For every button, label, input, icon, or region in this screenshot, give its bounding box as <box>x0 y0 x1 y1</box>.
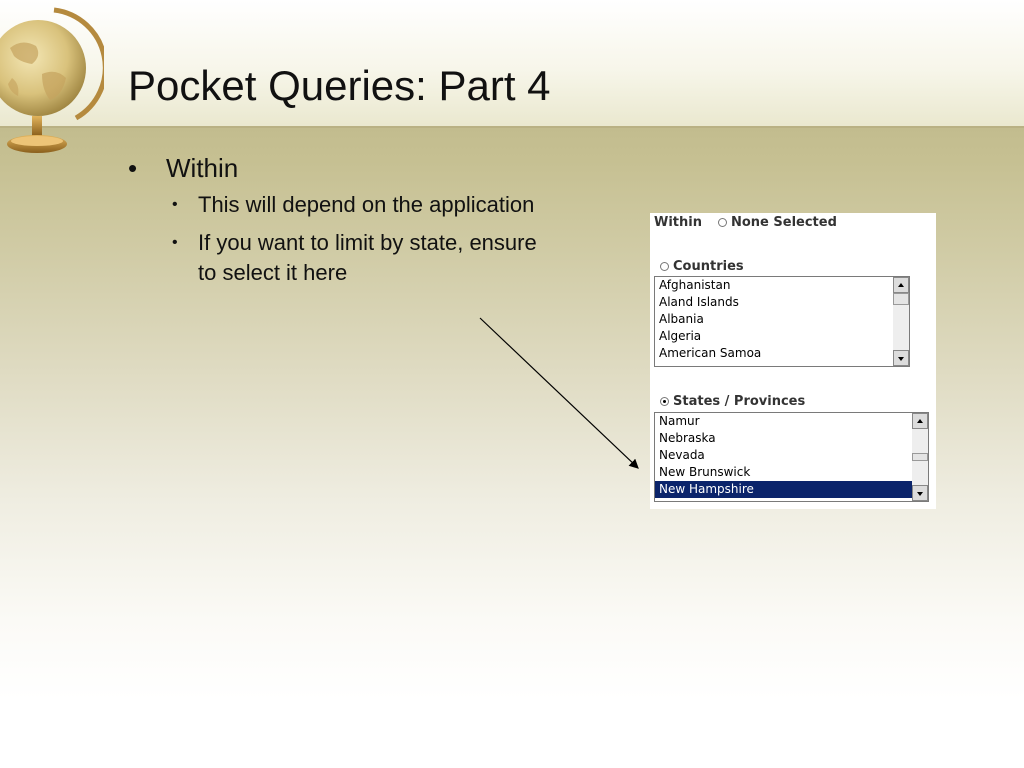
states-scrollbar[interactable] <box>912 413 928 501</box>
bullet-icon: • <box>172 234 178 251</box>
bullet-within <box>128 152 548 184</box>
list-item[interactable]: Nebraska <box>659 431 716 445</box>
countries-scrollbar[interactable] <box>893 277 909 366</box>
scroll-up-icon[interactable] <box>912 413 928 429</box>
scroll-up-icon[interactable] <box>893 277 909 293</box>
sub-bullet <box>172 190 548 220</box>
scroll-down-icon[interactable] <box>912 485 928 501</box>
none-selected-label: None Selected <box>730 215 837 230</box>
within-row <box>654 215 837 230</box>
scroll-thumb[interactable] <box>893 293 909 305</box>
scroll-down-icon[interactable] <box>893 350 909 366</box>
sub-bullet-list <box>128 190 548 288</box>
countries-listbox[interactable] <box>654 276 910 367</box>
states-label: States / Provinces <box>673 394 806 409</box>
bullet-text: Within <box>166 153 239 183</box>
list-item[interactable]: Afghanistan <box>659 278 731 292</box>
sub-bullet-text: This will depend on the application <box>198 192 535 217</box>
list-item-selected[interactable]: New Hampshire <box>655 481 928 498</box>
sub-bullet <box>172 228 548 288</box>
list-item[interactable]: American Samoa <box>659 346 762 360</box>
sub-bullet-text: If you want to limit by state, ensure to select it here <box>198 230 537 285</box>
within-label: Within <box>654 215 702 230</box>
list-item[interactable]: Algeria <box>659 329 702 343</box>
radio-none-selected[interactable] <box>718 218 727 227</box>
list-item[interactable]: Nevada <box>659 448 705 462</box>
scroll-thumb[interactable] <box>912 453 928 461</box>
radio-countries[interactable] <box>660 262 669 271</box>
countries-row <box>660 259 744 274</box>
page-title: Pocket Queries: Part 4 <box>128 62 551 109</box>
list-item[interactable]: Namur <box>659 414 700 428</box>
within-panel-screenshot <box>650 213 936 509</box>
list-item[interactable]: Aland Islands <box>659 295 739 309</box>
bullet-icon: • <box>128 153 138 183</box>
list-item[interactable]: New Brunswick <box>659 465 751 479</box>
list-item[interactable]: Albania <box>659 312 704 326</box>
countries-label: Countries <box>673 259 744 274</box>
bullet-list <box>128 152 548 296</box>
bullet-icon: • <box>172 196 178 213</box>
globe-icon <box>0 4 104 172</box>
divider <box>0 126 1024 128</box>
states-listbox[interactable] <box>654 412 929 502</box>
radio-states-provinces[interactable] <box>660 397 669 406</box>
states-row <box>660 394 805 409</box>
